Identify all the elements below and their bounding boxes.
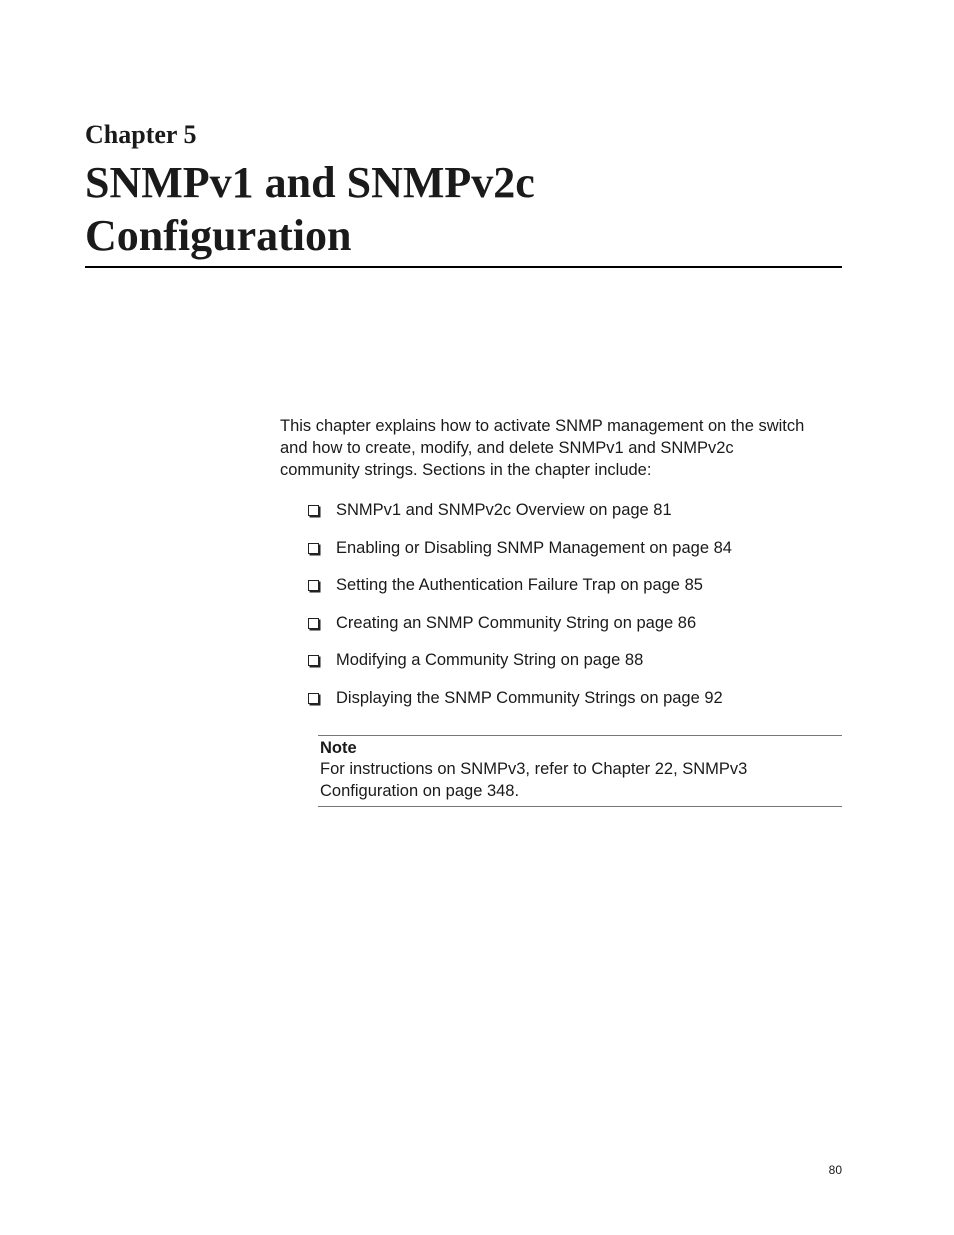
section-link[interactable]: SNMPv1 and SNMPv2c Overview on page 81: [336, 501, 672, 519]
intro-line-1: This chapter explains how to activate SNMP management on the switch: [280, 417, 805, 435]
title-rule: [85, 266, 842, 268]
chapter-label: Chapter 5: [85, 120, 197, 149]
page-number: 80: [828, 1163, 842, 1177]
list-item: [308, 574, 732, 612]
intro-line-3: community strings. Sections in the chapter include:: [280, 461, 652, 479]
intro-line-2: and how to create, modify, and delete SNMPv1 and SNMPv2c: [280, 439, 734, 457]
checkbox-bullet-icon: [308, 693, 319, 704]
intro-paragraph: [280, 415, 845, 481]
checkbox-bullet-icon: [308, 618, 319, 629]
list-item: [308, 499, 732, 537]
list-item: [308, 537, 732, 575]
chapter-title-line-2: Configuration: [85, 211, 352, 260]
note-line-1: For instructions on SNMPv3, refer to Chapter 22, SNMPv3: [320, 760, 748, 778]
section-link[interactable]: Setting the Authentication Failure Trap on page 85: [336, 576, 703, 594]
section-link[interactable]: Displaying the SNMP Community Strings on page 92: [336, 688, 723, 707]
list-item: [308, 612, 732, 650]
section-link[interactable]: Creating an SNMP Community String on page 86: [336, 613, 697, 632]
list-item: [308, 649, 732, 687]
section-link[interactable]: Modifying a Community String on page 88: [336, 651, 644, 669]
note-box: [318, 735, 842, 807]
section-list: [308, 499, 732, 724]
note-line-2: Configuration on page 348.: [320, 782, 520, 800]
chapter-title: [85, 156, 845, 262]
section-link[interactable]: Enabling or Disabling SNMP Management on page 84: [336, 538, 732, 557]
checkbox-bullet-icon: [308, 505, 319, 516]
note-heading: Note: [320, 739, 357, 757]
list-item: [308, 687, 732, 725]
checkbox-bullet-icon: [308, 580, 319, 591]
checkbox-bullet-icon: [308, 543, 319, 554]
checkbox-bullet-icon: [308, 655, 319, 666]
chapter-title-line-1: SNMPv1 and SNMPv2c: [85, 158, 535, 207]
note-body: [320, 758, 842, 802]
